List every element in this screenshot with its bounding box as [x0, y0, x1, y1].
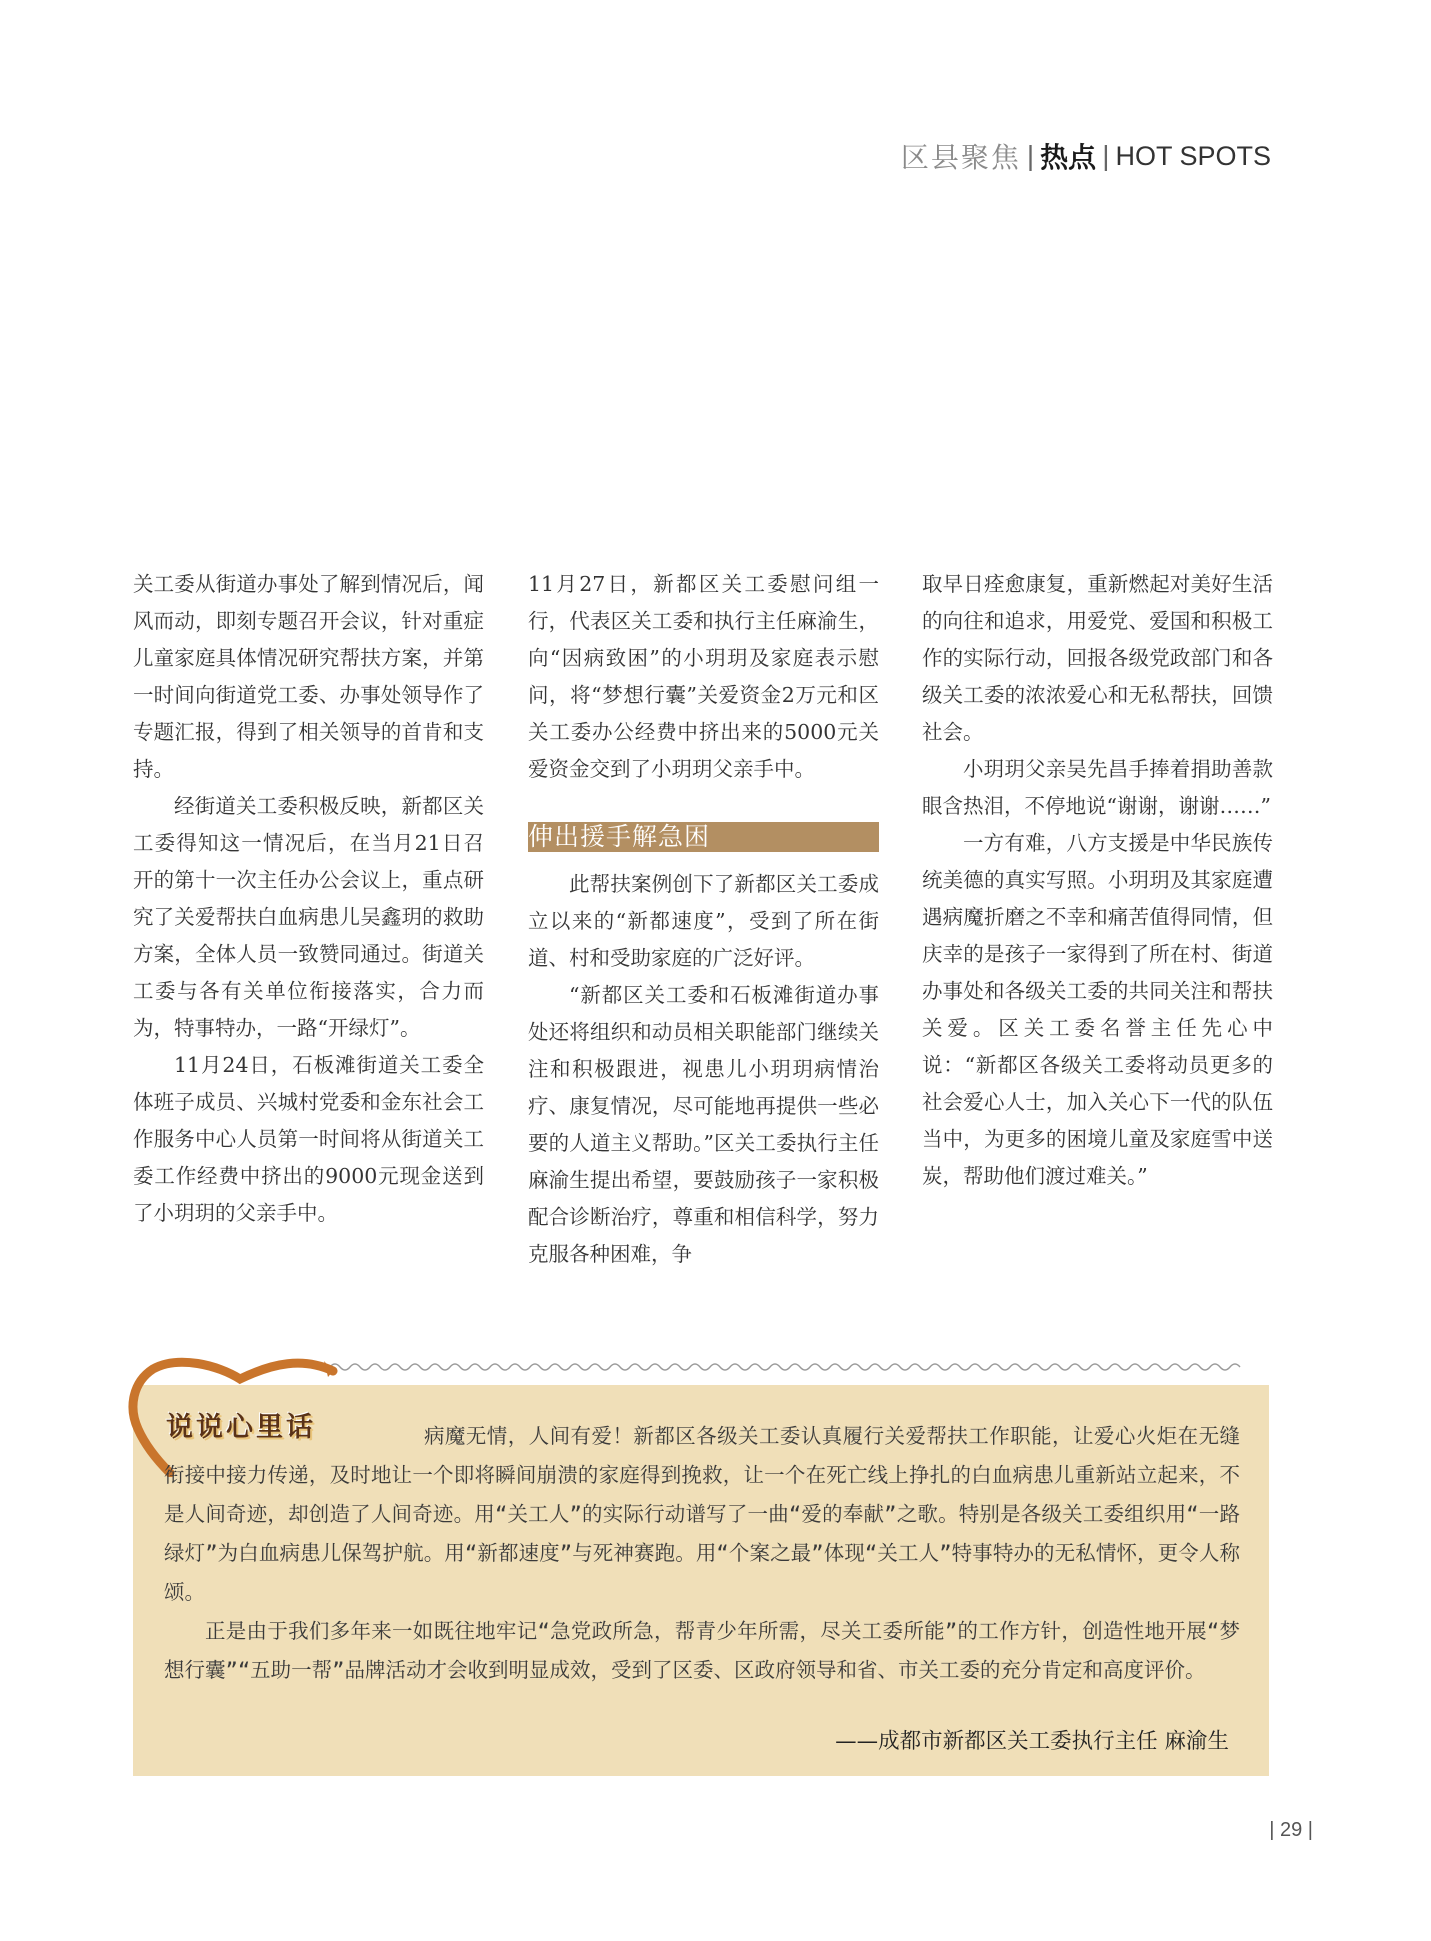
- section-english: HOT SPOTS: [1115, 140, 1271, 171]
- section-subheading: 伸出援手解急困: [528, 822, 879, 852]
- page-header: [901, 136, 1271, 176]
- paragraph: 小玥玥父亲吴先昌手捧着捐助善款眼含热泪，不停地说“谢谢，谢谢……”: [922, 757, 1273, 818]
- paragraph: 经街道关工委积极反映，新都区关工委得知这一情况后，在当月21日召开的第十一次主任办公会议上，重点研究了关爱帮扶白血病患儿吴鑫玥的救助方案，全体人员一致赞同通过。街道关工委与各有关单位衔接落实，合力而为，特事特办，一路“开绿灯”。: [133, 794, 484, 1040]
- panel-paragraph: 病魔无情，人间有爱！新都区各级关工委认真履行关爱帮扶工作职能，让爱心火炬在无缝衔接中接力传递，及时地让一个即将瞬间崩溃的家庭得到挽救，让一个在死亡线上挣扎的白血病患儿重新站立起来，不是人间奇迹，却创造了人间奇迹。用“关工人”的实际行动谱写了一曲“爱的奉献”之歌。特别是各级关工委组织用“一路绿灯”为白血病患儿保驾护航。用“新都速度”与死神赛跑。用“个案之最”体现“关工人”特事特办的无私情怀，更令人称颂。: [164, 1424, 1240, 1604]
- article-column-2: [528, 566, 879, 1273]
- paragraph: “新都区关工委和石板滩街道办事处还将组织和动员相关职能部门继续关注和积极跟进，视患儿小玥玥病情治疗、康复情况，尽可能地再提供一些必要的人道主义帮助。”区关工委执行主任麻渝生提出希望，要鼓励孩子一家积极配合诊断治疗，尊重和相信科学，努力克服各种困难，争: [528, 983, 879, 1266]
- paragraph: 一方有难，八方支援是中华民族传统美德的真实写照。小玥玥及其家庭遭遇病魔折磨之不幸和痛苦值得同情，但庆幸的是孩子一家得到了所在村、街道办事处和各级关工委的共同关注和帮扶关爱。区关工委名誉主任先心中说：“新都区各级关工委将动员更多的社会爱心人士，加入关心下一代的队伍当中，为更多的困境儿童及家庭雪中送炭，帮助他们渡过难关。”: [922, 831, 1273, 1188]
- panel-title: 说说心里话: [166, 1412, 316, 1443]
- paragraph: 11月24日，石板滩街道关工委全体班子成员、兴城村党委和金东社会工作服务中心人员第一时间将从街道关工委工作经费中挤出的9000元现金送到了小玥玥的父亲手中。: [133, 1053, 484, 1225]
- header-separator: |: [1026, 140, 1035, 171]
- panel-paragraph: 正是由于我们多年来一如既往地牢记“急党政所急，帮青少年所需，尽关工委所能”的工作方针，创造性地开展“梦想行囊”“五助一帮”品牌活动才会收到明显成效，受到了区委、区政府领导和省、市关工委的充分肯定和高度评价。: [164, 1619, 1240, 1682]
- wavy-divider: [330, 1360, 1270, 1374]
- page-number: | 29 |: [1269, 1819, 1313, 1841]
- panel-body: [164, 1417, 1240, 1690]
- paragraph: 取早日痊愈康复，重新燃起对美好生活的向往和追求，用爱党、爱国和积极工作的实际行动，回报各级党政部门和各级关工委的浓浓爱心和无私帮扶，回馈社会。: [922, 572, 1273, 744]
- header-separator-2: |: [1102, 140, 1110, 171]
- section-hot: 热点: [1040, 141, 1097, 174]
- paragraph: 关工委从街道办事处了解到情况后，闻风而动，即刻专题召开会议，针对重症儿童家庭具体情况研究帮扶方案，并第一时间向街道党工委、办事处领导作了专题汇报，得到了相关领导的首肯和支持。: [133, 572, 484, 781]
- article-column-1: [133, 566, 484, 1232]
- paragraph: 此帮扶案例创下了新都区关工委成立以来的“新都速度”，受到了所在街道、村和受助家庭的广泛好评。: [528, 872, 879, 970]
- paragraph: 11月27日，新都区关工委慰问组一行，代表区关工委和执行主任麻渝生，向“因病致困”的小玥玥及家庭表示慰问，将“梦想行囊”关爱资金2万元和区关工委办公经费中挤出来的5000元关爱资金交到了小玥玥父亲手中。: [528, 572, 879, 781]
- article-column-3: [922, 566, 1273, 1195]
- panel-signature: ——成都市新都区关工委执行主任 麻渝生: [835, 1729, 1229, 1754]
- section-name: 区县聚焦: [900, 141, 1021, 174]
